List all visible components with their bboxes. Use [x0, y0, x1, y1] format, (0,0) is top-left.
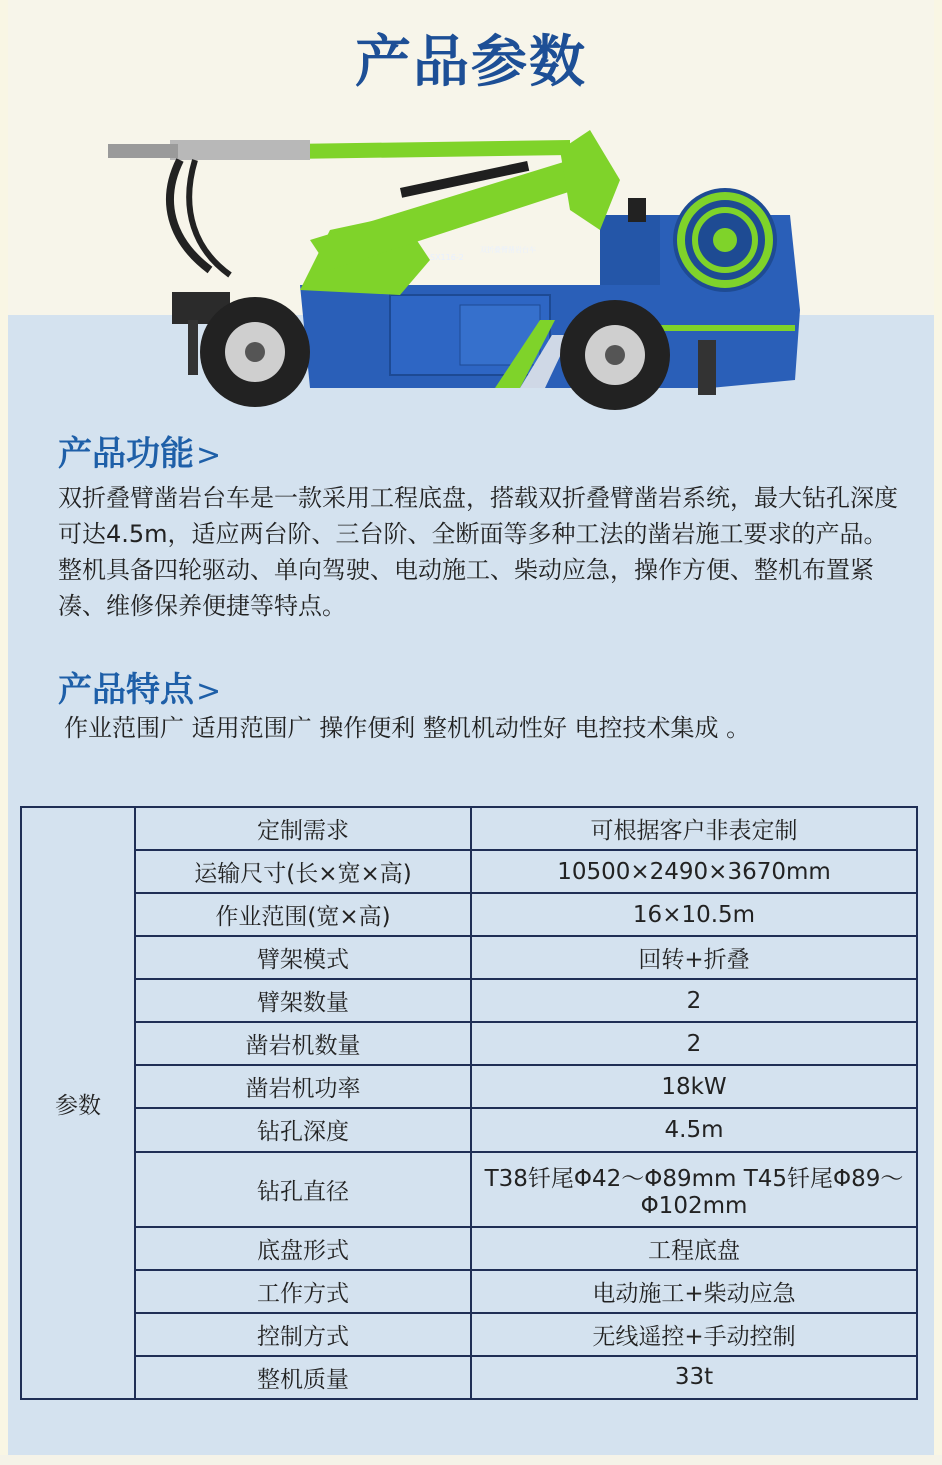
- param-value: 16×10.5m: [471, 893, 917, 936]
- table-row: [21, 979, 917, 1022]
- right-frame: [934, 0, 942, 1465]
- chevron-right-icon: >: [196, 438, 222, 473]
- param-value: 2: [471, 979, 917, 1022]
- function-description: 双折叠臂凿岩台车是一款采用工程底盘，搭载双折叠臂凿岩系统，最大钻孔深度可达4.5m，适应两台阶、三台阶、全断面等多种工法的凿岩施工要求的产品。整机具备四轮驱动、单向驾驶、电动施工、柴动应急，操作方便、整机布置紧凑、维修保养便捷等特点。: [58, 484, 898, 620]
- param-name: 底盘形式: [135, 1227, 471, 1270]
- param-value: 可根据客户非表定制: [471, 807, 917, 850]
- function-section-title: [58, 426, 221, 475]
- table-row: [21, 807, 917, 850]
- features-section-title: [58, 662, 221, 711]
- table-row: [21, 1022, 917, 1065]
- table-row: [21, 1227, 917, 1270]
- param-value: 2: [471, 1022, 917, 1065]
- param-value: 回转+折叠: [471, 936, 917, 979]
- table-row: [21, 1108, 917, 1151]
- param-name: 凿岩机数量: [135, 1022, 471, 1065]
- function-title-text: 产品功能: [58, 434, 194, 474]
- page-title: 产品参数: [355, 30, 587, 95]
- left-frame: [0, 0, 8, 1465]
- model-label: SX116-2: [430, 253, 464, 262]
- table-row: [21, 1065, 917, 1108]
- param-value: 18kW: [471, 1065, 917, 1108]
- table-row: [21, 850, 917, 893]
- param-value: 工程底盘: [471, 1227, 917, 1270]
- param-value: 33t: [471, 1356, 917, 1399]
- table-row: [21, 893, 917, 936]
- table-row: [21, 1270, 917, 1313]
- param-name: 运输尺寸(长×宽×高): [135, 850, 471, 893]
- param-name: 控制方式: [135, 1313, 471, 1356]
- param-value: 10500×2490×3670mm: [471, 850, 917, 893]
- param-name: 整机质量: [135, 1356, 471, 1399]
- machine-side-label: 双折叠臂凿岩台车: [480, 246, 536, 254]
- param-name: 臂架数量: [135, 979, 471, 1022]
- footer-band: [0, 1455, 942, 1465]
- param-name: 臂架模式: [135, 936, 471, 979]
- param-value: 4.5m: [471, 1108, 917, 1151]
- table-row: [21, 1313, 917, 1356]
- param-name: 钻孔深度: [135, 1108, 471, 1151]
- param-name: 工作方式: [135, 1270, 471, 1313]
- param-value: 无线遥控+手动控制: [471, 1313, 917, 1356]
- drill-jumbo-image: [100, 120, 820, 430]
- chevron-right-icon: >: [196, 674, 222, 709]
- params-group-label: 参数: [21, 807, 135, 1399]
- param-name: 定制需求: [135, 807, 471, 850]
- features-description: 作业范围广 适用范围广 操作便利 整机机动性好 电控技术集成 。: [64, 714, 751, 742]
- param-value: 电动施工+柴动应急: [471, 1270, 917, 1313]
- param-value: T38钎尾Φ42～Φ89mm T45钎尾Φ89～Φ102mm: [471, 1152, 917, 1227]
- table-row: [21, 1356, 917, 1399]
- param-name: 钻孔直径: [135, 1152, 471, 1227]
- table-row: [21, 1152, 917, 1227]
- features-title-text: 产品特点: [58, 670, 194, 710]
- params-table: [20, 806, 918, 1400]
- param-name: 作业范围(宽×高): [135, 893, 471, 936]
- table-row: [21, 936, 917, 979]
- param-name: 凿岩机功率: [135, 1065, 471, 1108]
